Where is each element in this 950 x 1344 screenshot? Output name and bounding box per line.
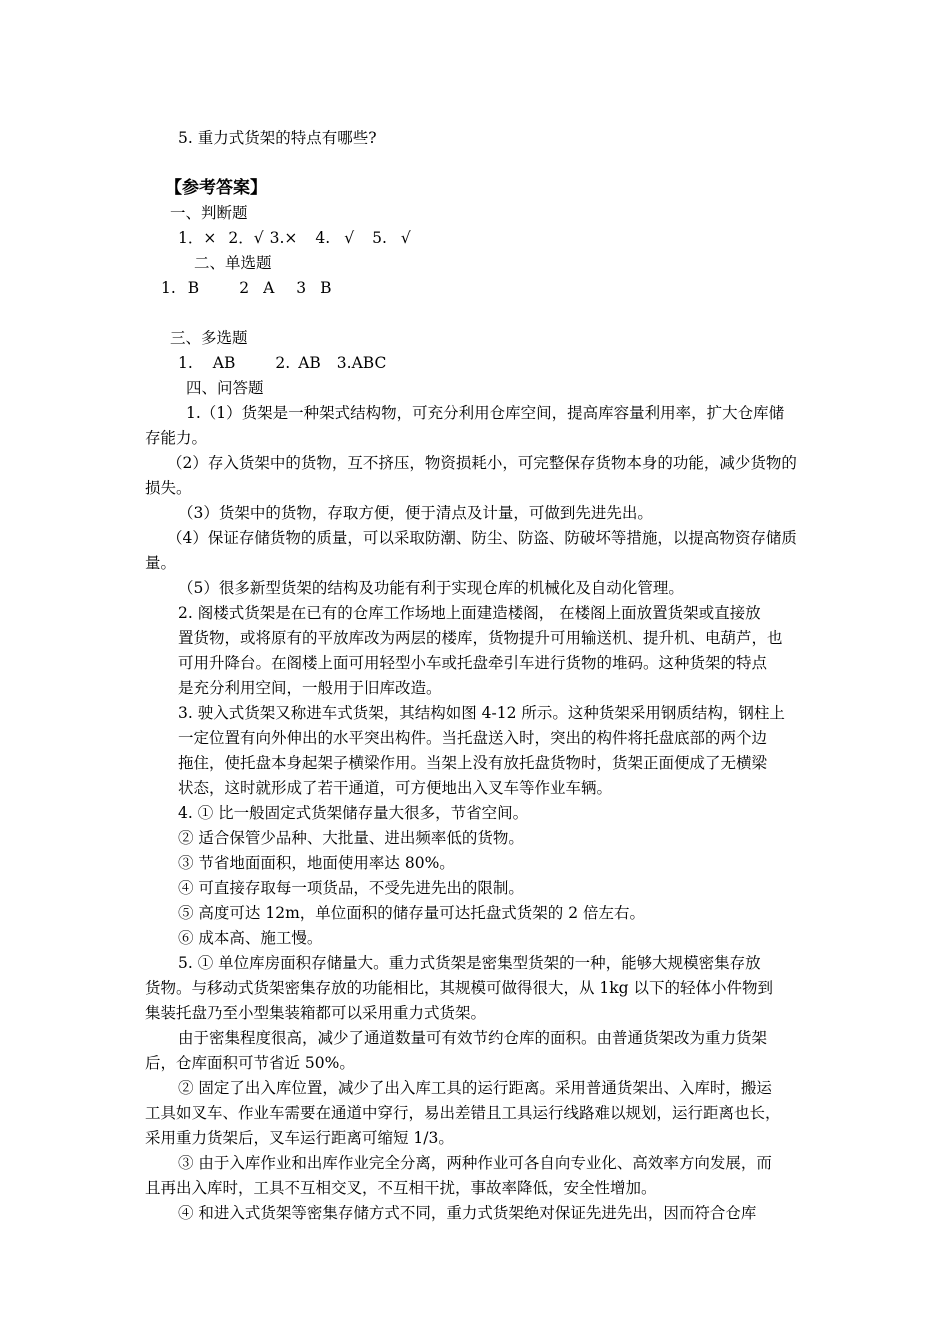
essay-line: 是充分利用空间，一般用于旧库改造。 xyxy=(178,679,442,697)
essay-line: （4）保证存储货物的质量，可以采取防潮、防尘、防盗、防破坏等措施，以提高物资存储质 xyxy=(167,529,797,547)
judgment-answer: 2．√ xyxy=(228,229,264,247)
single-answer: 1. xyxy=(161,279,176,297)
essay-line: ④ 和进入式货架等密集存储方式不同，重力式货架绝对保证先进先出，因而符合仓库 xyxy=(178,1204,757,1222)
essay-line: 拖住，使托盘本身起架子横梁作用。当架上没有放托盘货物时，货架正面便成了无横梁 xyxy=(178,754,768,772)
single-answer: 2 xyxy=(239,279,250,297)
judgment-answer: 3.× xyxy=(269,229,298,247)
multi-answer: 1. xyxy=(178,354,193,372)
essay-line: 2. 阁楼式货架是在已有的仓库工作场地上面建造楼阁， 在楼阁上面放置货架或直接放 xyxy=(178,604,761,622)
section-multi-choice-title: 三、多选题 xyxy=(170,329,248,347)
essay-line: 且再出入库时，工具不互相交叉，不互相干扰，事故率降低，安全性增加。 xyxy=(145,1179,657,1197)
single-answer: 3 xyxy=(296,279,307,297)
multi-answer: 3.ABC xyxy=(336,354,387,372)
multi-answer: AB xyxy=(298,354,321,372)
essay-line: 4. ① 比一般固定式货架储存量大很多，节省空间。 xyxy=(178,804,529,822)
single-answer: A xyxy=(263,279,275,297)
essay-line: ② 适合保管少品种、大批量、进出频率低的货物。 xyxy=(178,829,524,847)
essay-line: 3. 驶入式货架又称进车式货架，其结构如图 4-12 所示。这种货架采用钢质结构，钢柱上 xyxy=(178,704,785,722)
essay-line: ③ 由于入库作业和出库作业完全分离，两种作业可各自向专业化、高效率方向发展，而 xyxy=(178,1154,772,1172)
essay-line: 损失。 xyxy=(145,479,192,497)
essay-line: 采用重力货架后，叉车运行距离可缩短 1/3。 xyxy=(145,1129,454,1147)
essay-line: 集装托盘乃至小型集装箱都可以采用重力式货架。 xyxy=(145,1004,487,1022)
essay-line: 可用升降台。在阁楼上面可用轻型小车或托盘牵引车进行货物的堆码。这种货架的特点 xyxy=(178,654,768,672)
essay-line: ⑥ 成本高、施工慢。 xyxy=(178,929,323,947)
essay-line: ② 固定了出入库位置，减少了出入库工具的运行距离。采用普通货架出、入库时，搬运 xyxy=(178,1079,772,1097)
essay-line: 后，仓库面积可节省近 50%。 xyxy=(145,1054,355,1072)
essay-line: 工具如叉车、作业车需要在通道中穿行，易出差错且工具运行线路难以规划，运行距离也长， xyxy=(145,1104,781,1122)
single-answer: B xyxy=(187,279,200,297)
essay-line: 存能力。 xyxy=(145,429,208,447)
essay-line: 5. ① 单位库房面积存储量大。重力式货架是密集型货架的一种，能够大规模密集存放 xyxy=(178,954,761,972)
essay-line: （5）很多新型货架的结构及功能有利于实现仓库的机械化及自动化管理。 xyxy=(178,579,684,597)
section-essay-title: 四、问答题 xyxy=(186,379,264,397)
essay-line: ⑤ 高度可达 12m，单位面积的储存量可达托盘式货架的 2 倍左右。 xyxy=(178,904,645,922)
multi-choice-answers xyxy=(178,353,386,373)
question-5: 5. 重力式货架的特点有哪些? xyxy=(178,129,377,147)
essay-line: （3）货架中的货物，存取方便，便于清点及计量，可做到先进先出。 xyxy=(178,504,653,522)
essay-line: 货物。与移动式货架密集存放的功能相比，其规模可做得很大，从 1kg 以下的轻体小件物到 xyxy=(145,979,774,997)
judgment-answer: 4. xyxy=(315,229,331,247)
essay-line: （2）存入货架中的货物，互不挤压，物资损耗小，可完整保存货物本身的功能，减少货物的 xyxy=(167,454,797,472)
answer-heading: 【参考答案】 xyxy=(165,178,267,198)
multi-answer: 2. xyxy=(275,354,291,372)
essay-line: 状态，这时就形成了若干通道，可方便地出入叉车等作业车辆。 xyxy=(178,779,613,797)
section-judgment-title: 一、判断题 xyxy=(170,204,248,222)
essay-line: 量。 xyxy=(145,554,177,572)
judgment-answer: 1．× xyxy=(178,229,217,247)
single-choice-answers xyxy=(161,278,332,298)
multi-answer: AB xyxy=(212,354,236,372)
single-answer: B xyxy=(320,279,332,297)
essay-line: 一定位置有向外伸出的水平突出构件。当托盘送入时，突出的构件将托盘底部的两个边 xyxy=(178,729,768,747)
judgment-answer: 5. xyxy=(372,229,387,247)
essay-line: ③ 节省地面面积，地面使用率达 80%。 xyxy=(178,854,455,872)
judgment-answer: √ xyxy=(400,229,411,247)
essay-line: ④ 可直接存取每一项货品，不受先进先出的限制。 xyxy=(178,879,524,897)
essay-line: 置货物，或将原有的平放库改为两层的楼库，货物提升可用输送机、提升机、电葫芦，也 xyxy=(178,629,783,647)
judgment-answers xyxy=(178,228,411,248)
judgment-answer: √ xyxy=(344,229,355,247)
section-single-choice-title: 二、单选题 xyxy=(194,254,272,272)
essay-line: 1.（1）货架是一种架式结构物，可充分利用仓库空间，提高库容量利用率，扩大仓库储 xyxy=(186,404,785,422)
essay-line: 由于密集程度很高，减少了通道数量可有效节约仓库的面积。由普通货架改为重力货架 xyxy=(178,1029,768,1047)
